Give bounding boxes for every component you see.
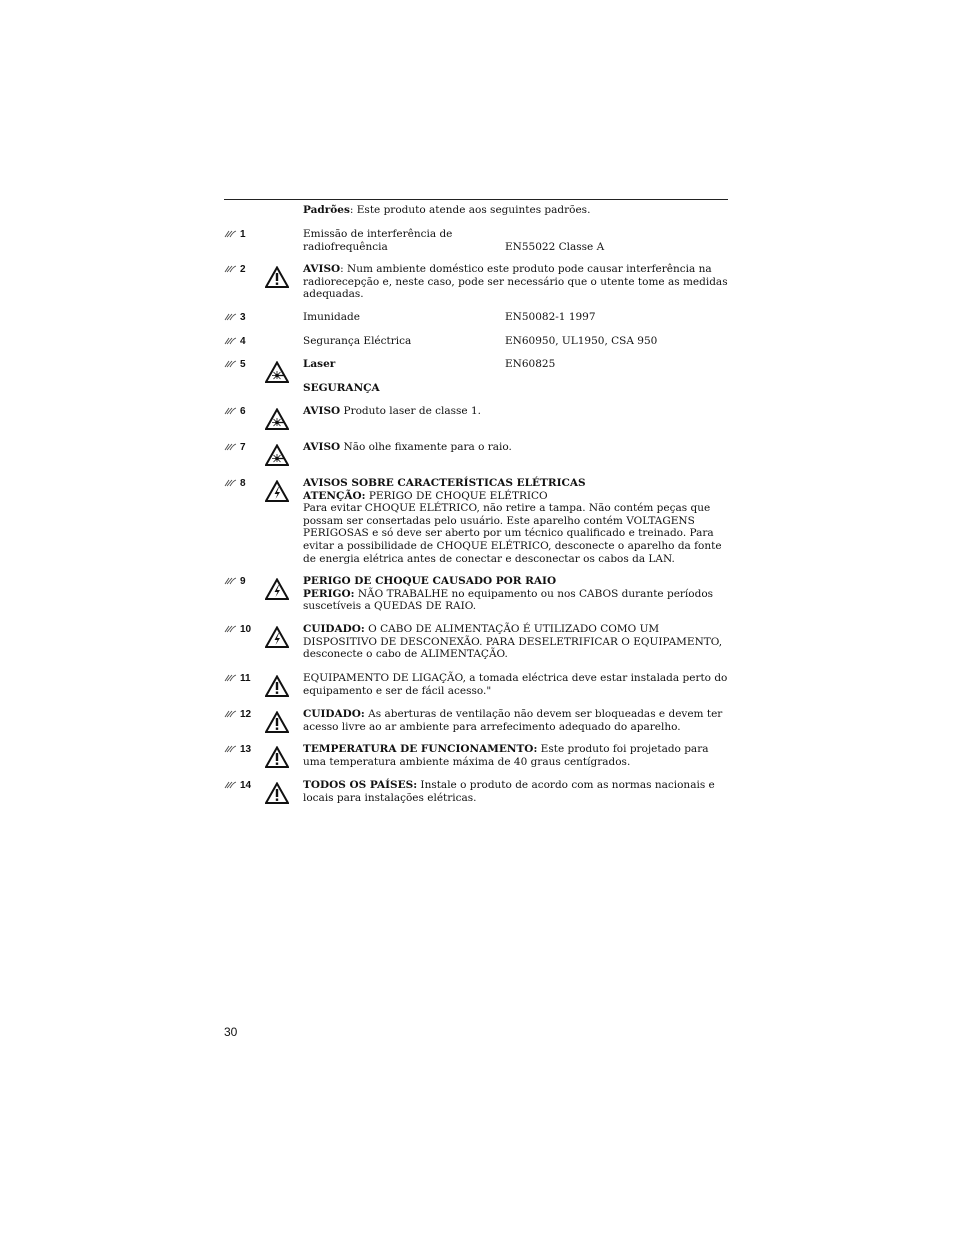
- item-text: AVISO Não olhe fixamente para o raio.: [303, 441, 512, 453]
- item-number: 5: [224, 358, 258, 372]
- warning-icon: [265, 782, 289, 804]
- page-number: 30: [224, 1025, 238, 1039]
- item-number: 7: [224, 441, 258, 455]
- item-text: AVISO: Num ambiente doméstico este produto pode causar interferência na radiorecepção e, neste caso, pode ser necessário que o utente tome as medidas adequadas.: [303, 263, 728, 301]
- item-text: PERIGO DE CHOQUE CAUSADO POR RAIO PERIGO: NÃO TRABALHE no equipamento ou nos CABOS durante períodos suscetíveis a QUEDAS DE RAIO.: [303, 575, 714, 613]
- item-subheading: SEGURANÇA: [303, 382, 380, 394]
- checkmark-icon: [224, 229, 238, 239]
- checkmark-icon: [224, 442, 238, 452]
- checkmark-icon: [224, 780, 238, 790]
- item-text: AVISO Produto laser de classe 1.: [303, 405, 481, 417]
- warning-icon: [265, 675, 289, 697]
- item-number: 13: [224, 743, 258, 757]
- checkmark-icon: [224, 673, 238, 683]
- item-text: EQUIPAMENTO DE LIGAÇÃO, a tomada eléctrica deve estar instalada perto do equipamento e ser de fácil acesso.": [303, 672, 728, 697]
- item-number: 14: [224, 779, 258, 793]
- item-number: 3: [224, 311, 258, 325]
- item-text: CUIDADO: O CABO DE ALIMENTAÇÃO É UTILIZADO COMO UM DISPOSITIVO DE DESCONEXÃO. PARA DESELETRIFICAR O EQUIPAMENTO, desconecte o cabo de ALIMENTAÇÃO.: [303, 623, 723, 661]
- item-number: 4: [224, 335, 258, 349]
- item-value: EN50082-1 1997: [505, 311, 596, 323]
- laser-icon: [265, 408, 289, 430]
- item-text: Imunidade: [303, 311, 360, 323]
- item-value: EN60825: [505, 358, 556, 370]
- warning-icon: [265, 266, 289, 288]
- intro-text: [303, 204, 733, 217]
- item-text: CUIDADO: As aberturas de ventilação não devem ser bloqueadas e devem ter acesso livre ao ar ambiente para arrefecimento adequado do aparelho.: [303, 708, 723, 733]
- item-number: 6: [224, 405, 258, 419]
- item-value: EN55022 Classe A: [505, 240, 605, 253]
- checkmark-icon: [224, 312, 238, 322]
- laser-icon: [265, 361, 289, 383]
- item-number: 2: [224, 263, 258, 277]
- header-rule: [224, 199, 728, 200]
- item-number: 11: [224, 672, 258, 686]
- checkmark-icon: [224, 744, 238, 754]
- electric-shock-icon: [265, 626, 289, 648]
- warning-icon: [265, 711, 289, 733]
- checkmark-icon: [224, 478, 238, 488]
- electric-shock-icon: [265, 480, 289, 502]
- intro-body: : Este produto atende aos seguintes padrões.: [349, 204, 591, 216]
- item-number: 1: [224, 228, 258, 242]
- checkmark-icon: [224, 264, 238, 274]
- item-number: 8: [224, 477, 258, 491]
- checkmark-icon: [224, 406, 238, 416]
- item-number: 9: [224, 575, 258, 589]
- item-value: EN60950, UL1950, CSA 950: [505, 335, 658, 347]
- checkmark-icon: [224, 709, 238, 719]
- electric-shock-icon: [265, 578, 289, 600]
- checkmark-icon: [224, 359, 238, 369]
- laser-icon: [265, 444, 289, 466]
- checkmark-icon: [224, 624, 238, 634]
- item-text: TODOS OS PAÍSES: Instale o produto de acordo com as normas nacionais e locais para instalações elétricas.: [303, 779, 715, 804]
- item-number: 12: [224, 708, 258, 722]
- item-text: AVISOS SOBRE CARACTERÍSTICAS ELÉTRICAS ATENÇÃO: PERIGO DE CHOQUE ELÉTRICO Para evitar CHOQUE ELÉTRICO, não retire a tampa. Não contém peças que possam ser consertadas pelo usuário. Este aparelho contém VOLTAGENS PERIGOSAS e só deve ser aberto por um técnico qualificado e treinado. Para evitar a possibilidade de CHOQUE ELÉTRICO, desconecte o aparelho da fonte de energia elétrica antes de conectar e desconectar os cabos da LAN.: [303, 477, 722, 565]
- item-text: TEMPERATURA DE FUNCIONAMENTO: Este produto foi projetado para uma temperatura ambiente máxima de 40 graus centígrados.: [303, 743, 709, 768]
- checkmark-icon: [224, 576, 238, 586]
- item-text: Segurança Eléctrica: [303, 335, 412, 347]
- item-text: Emissão de interferência de radiofrequência: [303, 228, 453, 253]
- item-text: Laser: [303, 358, 336, 370]
- item-number: 10: [224, 623, 258, 637]
- checkmark-icon: [224, 336, 238, 346]
- warning-icon: [265, 746, 289, 768]
- intro-label: Padrões: [303, 204, 350, 216]
